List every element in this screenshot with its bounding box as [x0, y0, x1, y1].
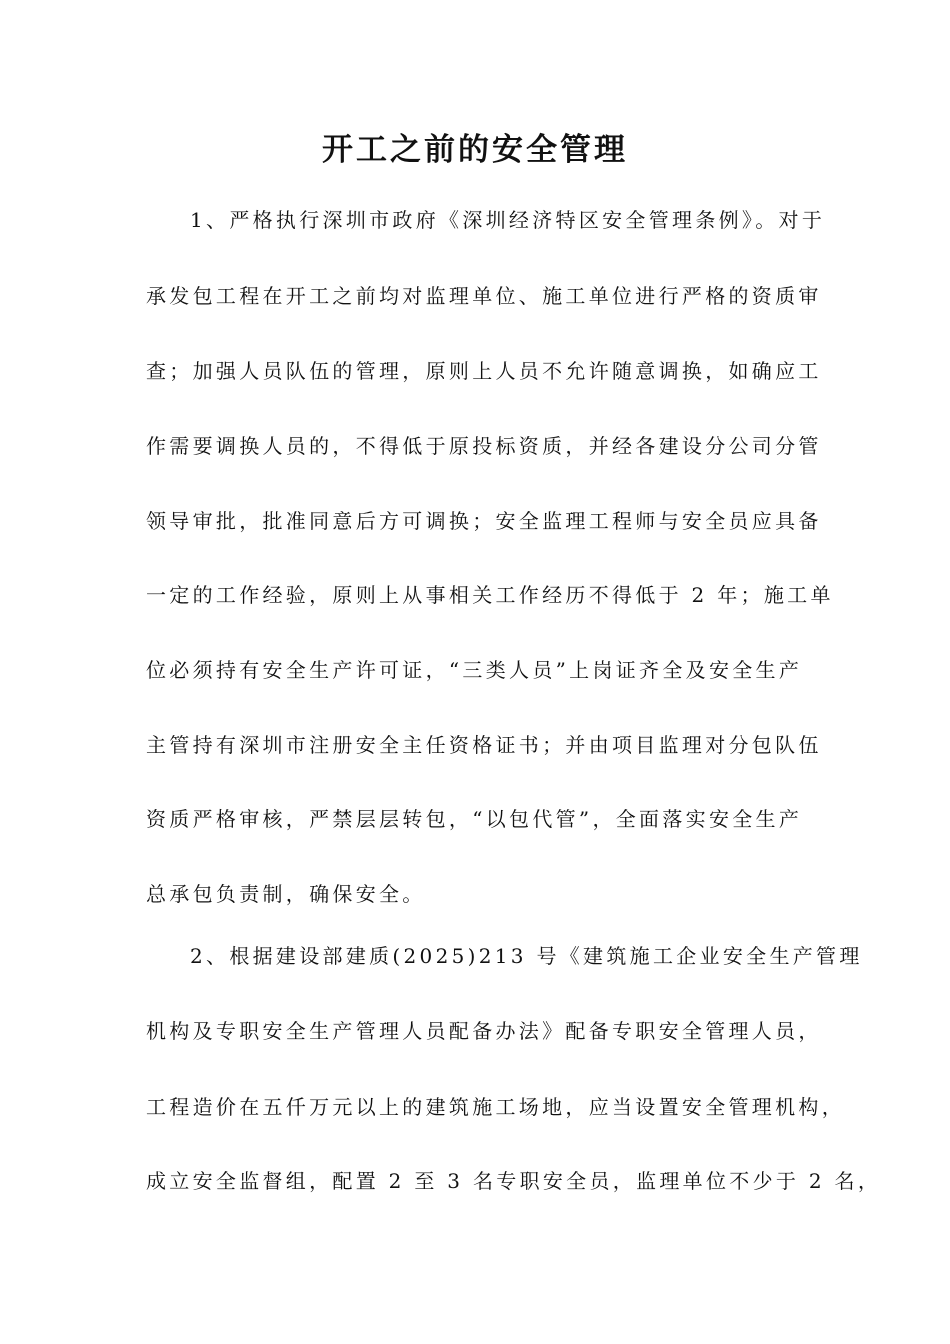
paragraph-2-line-1: 2、根据建设部建质(2025)213 号《建筑施工企业安全生产管理	[190, 944, 863, 968]
paragraph-1-line-5: 领导审批，批准同意后方可调换；安全监理工程师与安全员应具备	[146, 509, 822, 533]
paragraph-1-line-4: 作需要调换人员的，不得低于原投标资质，并经各建设分公司分管	[146, 434, 822, 458]
paragraph-1-line-10: 总承包负责制，确保安全。	[146, 882, 426, 906]
paragraph-1-line-7: 位必须持有安全生产许可证，“三类人员”上岗证齐全及安全生产	[146, 658, 803, 682]
paragraph-1-line-1: 1、严格执行深圳市政府《深圳经济特区安全管理条例》。对于	[190, 208, 826, 232]
paragraph-1-line-8: 主管持有深圳市注册安全主任资格证书；并由项目监理对分包队伍	[146, 733, 822, 757]
paragraph-1-line-2: 承发包工程在开工之前均对监理单位、施工单位进行严格的资质审	[146, 284, 822, 308]
paragraph-1-line-6: 一定的工作经验，原则上从事相关工作经历不得低于 2 年；施工单	[146, 583, 834, 607]
document-title: 开工之前的安全管理	[322, 132, 628, 168]
paragraph-1-line-9: 资质严格审核，严禁层层转包，“以包代管”，全面落实安全生产	[146, 807, 803, 831]
paragraph-1-line-3: 查；加强人员队伍的管理，原则上人员不允许随意调换，如确应工	[146, 359, 822, 383]
paragraph-2-line-4: 成立安全监督组，配置 2 至 3 名专职安全员，监理单位不少于 2 名，	[146, 1169, 882, 1193]
paragraph-2-line-3: 工程造价在五仟万元以上的建筑施工场地，应当设置安全管理机构，	[146, 1095, 845, 1119]
paragraph-2-line-2: 机构及专职安全生产管理人员配备办法》配备专职安全管理人员，	[146, 1019, 822, 1043]
